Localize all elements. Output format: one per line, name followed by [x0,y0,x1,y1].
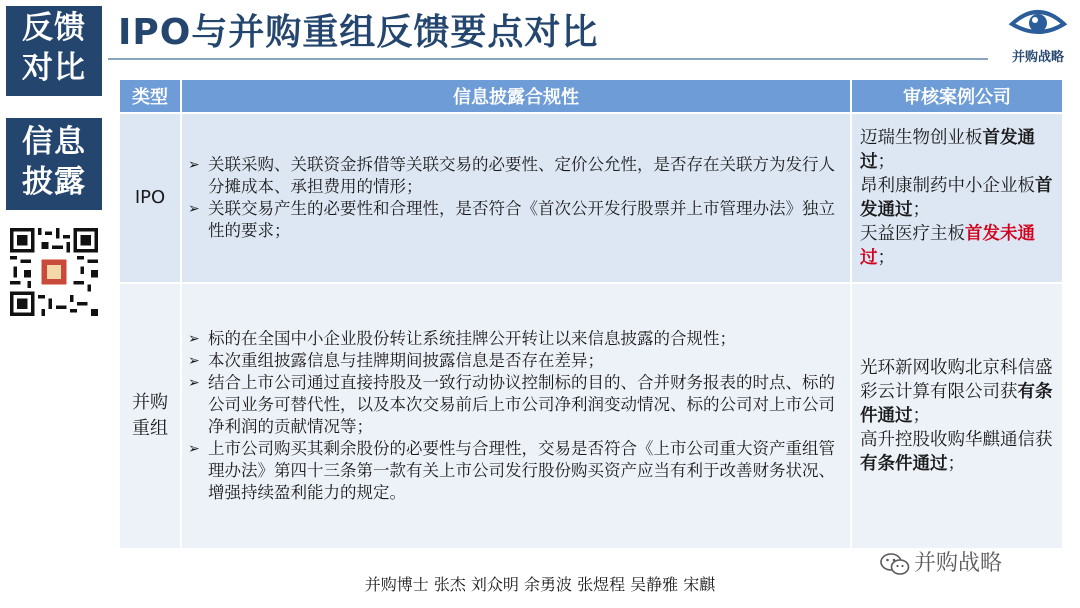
header-disclosure: 信息披露合规性 [181,79,851,113]
list-item: ➢ 关联交易产生的必要性和合理性，是否符合《首次公开发行股票并上市管理办法》独立性的要求； [188,199,835,240]
type-cell [119,283,181,549]
type-label: 并购 [132,392,168,413]
wechat-icon [880,552,910,576]
list-item: ➢ 关联采购、关联资金拆借等关联交易的必要性、定价公允性，是否存在关联方为发行人分摊成本、承担费用的情形； [188,155,835,196]
section-tag-feedback [6,6,102,96]
type-label: IPO [134,187,166,208]
list-item: ➢ 上市公司购买其剩余股份的必要性与合理性，交易是否符合《上市公司重大资产重组管理办法》第四十三条第一款有关上市公司发行股份购买资产应当有利于改善财务状况、增强持续盈利能力的规定。 [188,439,835,502]
list-item: ➢ 结合上市公司通过直接持股及一致行动协议控制标的目的、合并财务报表的时点、标的公司业务可替代性，以及本次交易前后上市公司净利润变动情况、标的公司对上市公司净利润的贡献情况等； [188,373,835,436]
cases-cell [851,283,1063,549]
eye-icon [1008,6,1068,40]
brand-label: 并购战略 [1011,50,1064,65]
page-title: IPO与并购重组反馈要点对比 [118,12,599,53]
case-item: 昂利康制药中小企业板首发通过； [860,176,1053,220]
case-item: 天益医疗主板首发未通过； [860,224,1035,268]
arrow-bullet-icon: ➢ [188,331,200,347]
title-divider [108,58,988,60]
table-header-row [119,79,1063,113]
watermark-label: 并购战略 [914,551,1003,576]
arrow-bullet-icon: ➢ [188,353,200,369]
table-row [119,283,1063,549]
section-tag-line: 对比 [22,50,86,86]
section-tag-line: 披露 [22,164,86,200]
arrow-bullet-icon: ➢ [188,375,200,391]
type-cell [119,113,181,283]
arrow-bullet-icon: ➢ [188,157,200,173]
disclosure-cell [181,283,851,549]
arrow-bullet-icon: ➢ [188,201,200,217]
section-tag-line: 反馈 [22,10,86,46]
arrow-bullet-icon: ➢ [188,441,200,457]
comparison-table [118,78,1064,550]
section-tag-line: 信息 [22,124,86,160]
table-row [119,113,1063,283]
section-tag-disclosure [6,118,102,210]
list-item: ➢ 本次重组披露信息与挂牌期间披露信息是否存在差异； [188,351,604,370]
cases-cell [851,113,1063,283]
qr-code-icon [10,228,98,316]
case-item: 高升控股收购华麒通信获有条件通过； [860,430,1053,474]
brand-logo [1000,6,1076,72]
type-label: 重组 [132,418,168,439]
case-item: 光环新网收购北京科信盛彩云计算有限公司获有条件通过； [860,358,1053,426]
header-type: 类型 [119,79,181,113]
case-item: 迈瑞生物创业板首发通过； [860,128,1035,172]
footer-authors: 并购博士 张杰 刘众明 余勇波 张煜程 吴静雅 宋麒 [364,575,716,594]
watermark [880,546,1002,577]
disclosure-cell [181,113,851,283]
header-cases: 审核案例公司 [851,79,1063,113]
list-item: ➢ 标的在全国中小企业股份转让系统挂牌公开转让以来信息披露的合规性； [188,329,736,348]
